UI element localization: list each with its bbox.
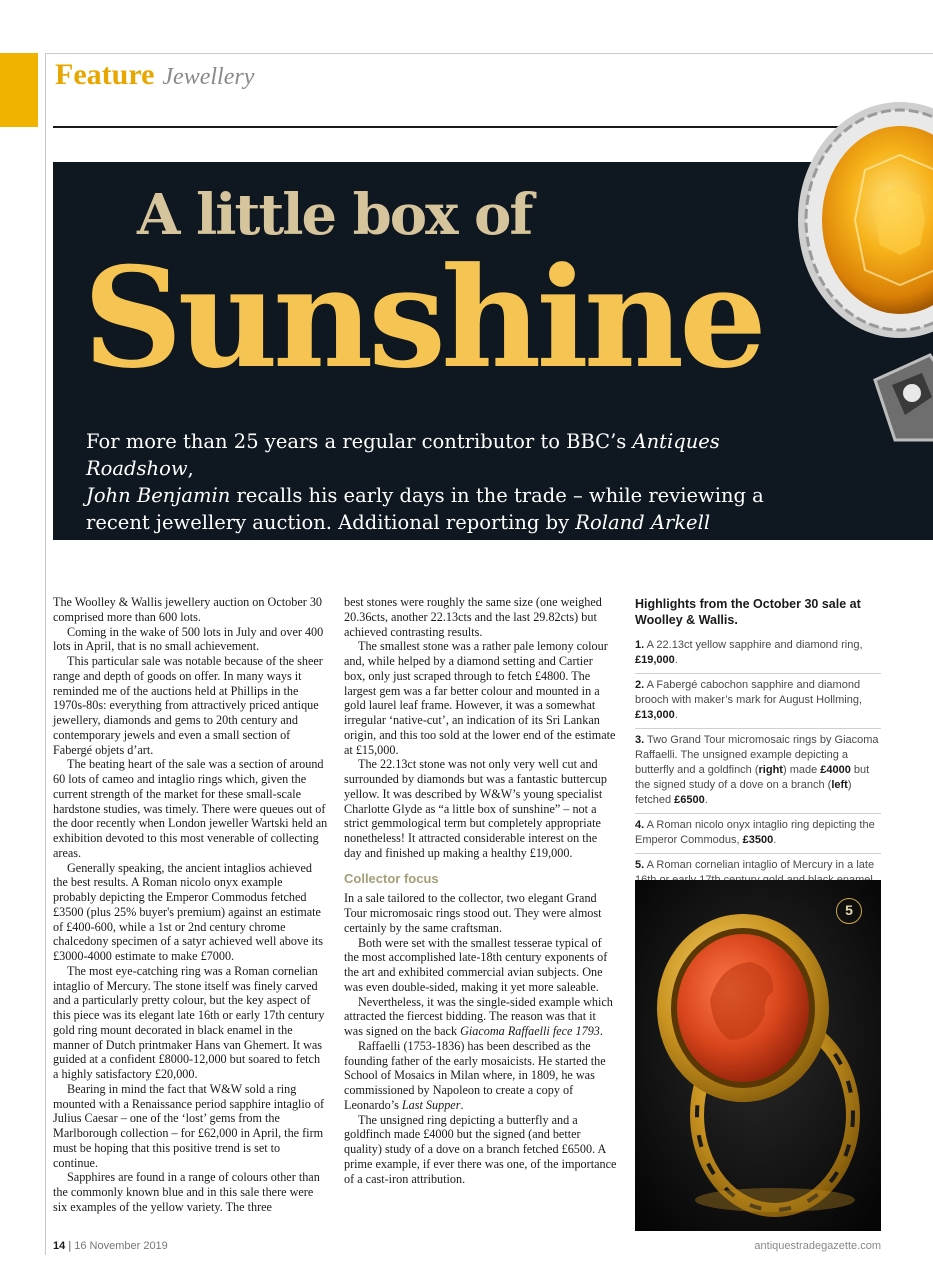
body-paragraph: This particular sale was notable because of the sheer range and depth of goods on offer. In many ways it reminded me of the auctions held at Phillips in the 1970s-80s: everything from attractively priced antique jewellery, diamonds and gems to 20th century and contemporary jewels and even a small section of Fabergé objets d’art. xyxy=(53,654,323,757)
body-text: . xyxy=(599,1024,603,1038)
footer-page-info xyxy=(53,1240,168,1252)
item-number: 4. xyxy=(635,819,645,831)
item-text: A Fabergé cabochon sapphire and diamond brooch with maker’s mark for August Hollming, xyxy=(635,679,863,706)
item-emphasis: left xyxy=(831,779,848,791)
item-number: 2. xyxy=(635,679,645,691)
highlights-box xyxy=(635,596,881,908)
item-text: but the signed study of a dove on a branch ( xyxy=(635,764,870,791)
highlight-item xyxy=(635,634,881,674)
article-column-1 xyxy=(53,595,328,1215)
top-rule xyxy=(45,53,933,54)
show-title: Antiques Roadshow xyxy=(86,430,720,480)
item-text: A Roman nicolo onyx intaglio ring depicting the Emperor Commodus, xyxy=(635,819,875,846)
body-text: Raffaelli (1753-1836) has been described as the founding father of the early mosaicists. He started the School of Mosaics in Milan where, in 1809, he was commissioned by Napoleon to create a copy of Leonardo’s xyxy=(344,1038,606,1112)
highlight-item xyxy=(635,814,881,854)
item-price: £4000 xyxy=(820,764,851,776)
standfirst-text: recalls his early days in the trade – while reviewing a recent jewellery auction. Additional reporting by xyxy=(86,484,764,534)
page-number: 14 xyxy=(53,1240,66,1252)
yellow-sapphire-ring-image xyxy=(795,100,933,350)
footer-website: antiquestradegazette.com xyxy=(754,1240,881,1252)
article-column-2 xyxy=(344,595,617,1186)
item-text: ) fetched xyxy=(635,779,852,806)
highlights-title: Highlights from the October 30 sale at Woolley & Wallis. xyxy=(635,597,861,627)
photo-number-badge: 5 xyxy=(836,898,862,924)
body-paragraph: Coming in the wake of 500 lots in July and over 400 lots in April, that is no small achievement. xyxy=(53,624,324,654)
body-paragraph: In a sale tailored to the collector, two elegant Grand Tour micromosaic rings stood out. They were almost certainly by the same craftsman. xyxy=(344,891,602,935)
highlight-item xyxy=(635,674,881,729)
standfirst xyxy=(86,428,766,536)
section-label: Feature xyxy=(55,58,155,91)
item-text: . xyxy=(704,794,708,806)
body-paragraph: best stones were roughly the same size (one weighed 20.36cts, another 22.13cts and the last 29.82cts) but achieved contrasting results. xyxy=(344,595,602,639)
body-paragraph: Both were set with the smallest tesserae typical of the most accomplished late-18th century exponents of the art and exhibited commercial avian subjects. One was even double-sided, making it yet more saleable. xyxy=(344,935,608,994)
item-text: . xyxy=(674,654,678,666)
item-text: . xyxy=(773,834,777,846)
item-text: A 22.13ct yellow sapphire and diamond ring, xyxy=(644,639,863,651)
item-emphasis: right xyxy=(758,764,783,776)
item-text: A Roman cornelian intaglio of Mercury in a late xyxy=(646,859,875,871)
item-price: £6500 xyxy=(674,794,705,806)
footer-separator: | xyxy=(68,1240,72,1252)
item-text: . xyxy=(674,709,678,721)
body-paragraph: The beating heart of the sale was a section of around 60 lots of cameo and intaglio rings which, given the current strength of the market for these small-scale hardstone studies, was timely. There were queues out of the door recently when London jeweller Wartski held an exhibition devoted to this most venerable of collecting areas. xyxy=(53,757,328,860)
body-text: Nevertheless, it was the single-sided example which attracted the fiercest bidding. The reason was that it was signed on the back xyxy=(344,994,613,1038)
body-paragraph xyxy=(344,995,617,1039)
subheading: Collector focus xyxy=(344,870,439,886)
headline-line1: A little box of xyxy=(137,182,532,248)
brooch-image xyxy=(870,345,933,445)
item-number: 5. xyxy=(635,859,645,871)
body-paragraph xyxy=(344,1039,617,1113)
item-price: £3500 xyxy=(742,834,774,846)
issue-date: 16 November 2019 xyxy=(74,1240,168,1252)
standfirst-text: , xyxy=(187,457,194,480)
standfirst-text: For more than 25 years a regular contributor to BBC’s xyxy=(86,430,633,453)
item-number: 1. xyxy=(635,639,645,651)
cornelian-ring-image xyxy=(635,880,881,1231)
author-name: John Benjamin xyxy=(86,484,231,507)
signature-text: Giacoma Raffaelli fece 1793 xyxy=(460,1024,600,1038)
body-paragraph: Sapphires are found in a range of colours other than the commonly known blue and in this sale there were six examples of the yellow variety. The three xyxy=(53,1170,320,1214)
item-number: 3. xyxy=(635,734,645,746)
cornelian-ring-photo xyxy=(635,880,881,1231)
body-paragraph: The Woolley & Wallis jewellery auction on October 30 comprised more than 600 lots. xyxy=(53,595,323,624)
section-tab xyxy=(0,53,38,127)
headline-line2: Sunshine xyxy=(83,236,762,399)
item-price: £19,000 xyxy=(635,654,675,666)
header-rule xyxy=(53,126,843,128)
left-rule xyxy=(45,53,46,1255)
body-paragraph: The smallest stone was a rather pale lemony colour and, while helped by a diamond setting and Cartier box, only just scraped through to fetch £4800. The largest gem was a far better colour and mounted in a gold laurel leaf frame. However, it was a somewhat irregular ‘native-cut’, an indication of its Sri Lankan origin, and this too sold at the lower end of the estimate at £15,000. xyxy=(344,639,616,757)
body-text: . xyxy=(460,1097,464,1112)
body-paragraph: Bearing in mind the fact that W&W sold a ring mounted with a Renaissance period sapphire intaglio of Julius Caesar – one of the ‘lost’ gems from the Marlborough collection – for £62,000 in April, the firm must be hoping that this positive trend is set to continue. xyxy=(53,1081,325,1170)
body-paragraph: The most eye-catching ring was a Roman cornelian intaglio of Mercury. The stone itself was finely carved and a particularly pretty colour, but the key aspect of this piece was its elegant late 16th or early 17th century gold ring mount decorated in black enamel in the manner of Dutch printmaker Hans van Ghemert. It was guided at a confident £8000-12,000 but soared to fetch a highly satisfactory £20,000. xyxy=(53,963,325,1081)
item-text: ) made xyxy=(782,764,821,776)
section-header xyxy=(55,58,254,98)
body-paragraph: Generally speaking, the ancient intaglios achieved the best results. A Roman nicolo onyx example probably depicting the Emperor Commodus fetched £3500 (plus 25% buyer's premium) against an estimate of £400-600, while a 1st or 2nd century chrome chalcedony specimen of a satyr achieved well above its £3000-4000 estimate to make £7000. xyxy=(53,860,324,963)
category-label: Jewellery xyxy=(162,64,255,90)
reporter-name: Roland Arkell xyxy=(575,511,711,534)
highlight-item xyxy=(635,729,881,814)
body-paragraph: The unsigned ring depicting a butterfly and a goldfinch made £4000 but the signed (and better quality) study of a dove on a branch fetched £6500. A prime example, if ever there was one, of the importance of a cast-iron attribution. xyxy=(344,1112,617,1186)
item-price: £13,000 xyxy=(635,709,675,721)
body-paragraph: The 22.13ct stone was not only very well cut and surrounded by diamonds but was a fantastic buttercup yellow. It was described by W&W’s young specialist Charlotte Glyde as “a little box of sunshine” – not a strict gemmological term but completely appropriate nonetheless! It attracted considerable interest on the day and finished up making a healthy £19,000. xyxy=(344,757,607,860)
item-text: Two Grand Tour micromosaic rings by Giacoma Raffaelli. The unsigned example depicting a butterfly and a goldfinch ( xyxy=(635,734,879,776)
artwork-title: Last Supper xyxy=(401,1097,461,1112)
